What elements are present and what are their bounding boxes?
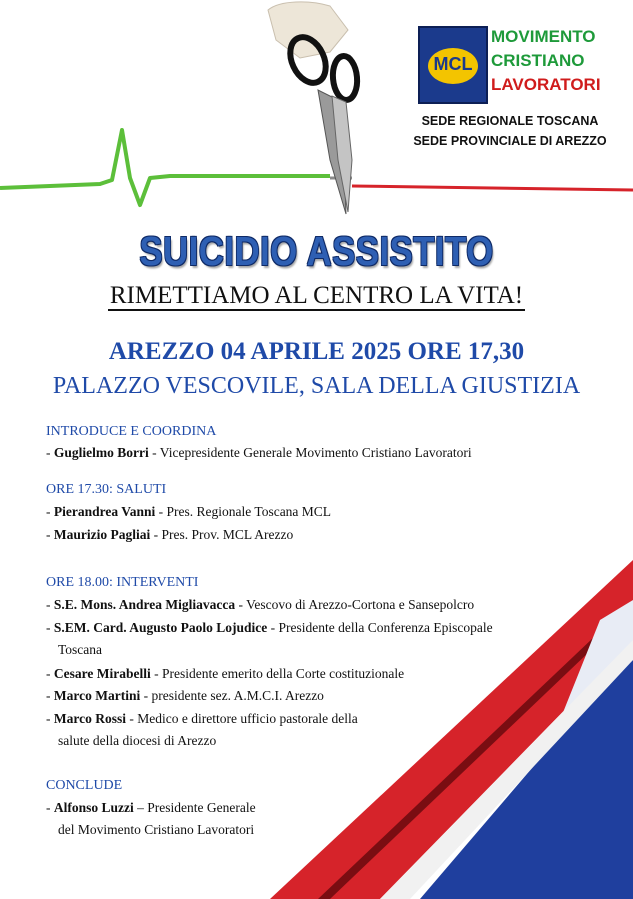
subtitle-text: RIMETTIAMO AL CENTRO LA VITA! <box>109 282 524 309</box>
speaker-role: Presidente emerito della Corte costituzionale <box>161 666 405 681</box>
speaker-role: presidente sez. A.M.C.I. Arezzo <box>151 688 324 703</box>
speaker-role: Pres. Prov. MCL Arezzo <box>161 527 294 542</box>
speaker-name: Alfonso Luzzi <box>53 800 134 815</box>
speaker-name: Marco Rossi <box>53 711 126 726</box>
subtitle <box>0 282 633 310</box>
speaker-row: - Guglielmo Borri - Vicepresidente Generale Movimento Cristiano Lavoratori <box>46 445 472 460</box>
logo-text-2: CRISTIANO <box>491 51 585 70</box>
speaker-name: Guglielmo Borri <box>53 445 149 460</box>
event-date: AREZZO 04 APRILE 2025 ORE 17,30 <box>108 338 525 365</box>
speaker-name: Pierandrea Vanni <box>53 504 156 519</box>
speaker-name: S.E. Mons. Andrea Migliavacca <box>53 597 236 612</box>
speaker-role: Presidente della Conferenza Episcopale <box>278 620 493 635</box>
mcl-logo-icon <box>418 26 488 104</box>
logo-text-3: LAVORATORI <box>491 75 601 94</box>
speaker-name: Maurizio Pagliai <box>53 527 151 542</box>
speaker-role: Medico e direttore ufficio pastorale della <box>137 711 358 726</box>
speaker-role: Vicepresidente Generale Movimento Cristiano Lavoratori <box>159 445 472 460</box>
speaker-row: - Marco Rossi - Medico e direttore ufficio pastorale della <box>46 711 358 726</box>
speaker-name: Cesare Mirabelli <box>53 666 151 681</box>
speaker-row: - S.E. Mons. Andrea Migliavacca - Vescovo di Arezzo-Cortona e Sansepolcro <box>46 597 475 612</box>
speaker-role-cont: del Movimento Cristiano Lavoratori <box>58 822 255 837</box>
speaker-role: Presidente Generale <box>147 800 256 815</box>
sede-regionale: SEDE REGIONALE TOSCANA <box>421 114 599 128</box>
speaker-name: S.EM. Card. Augusto Paolo Lojudice <box>53 620 268 635</box>
section-interventi-heading: ORE 18.00: INTERVENTI <box>46 575 199 590</box>
section-saluti-heading: ORE 17.30: SALUTI <box>46 482 167 497</box>
speaker-row: - Maurizio Pagliai - Pres. Prov. MCL Arezzo <box>46 527 294 542</box>
speaker-row: - Cesare Mirabelli - Presidente emerito della Corte costituzionale <box>46 666 405 681</box>
speaker-role-cont: salute della diocesi di Arezzo <box>58 733 217 748</box>
section-conclude-heading: CONCLUDE <box>46 778 123 793</box>
section-intro-heading: INTRODUCE E COORDINA <box>46 424 217 439</box>
speaker-row: - Marco Martini - presidente sez. A.M.C.I. Arezzo <box>46 688 324 703</box>
speaker-row: - S.EM. Card. Augusto Paolo Lojudice - Presidente della Conferenza Episcopale <box>46 620 493 635</box>
sede-provinciale: SEDE PROVINCIALE DI AREZZO <box>413 134 607 148</box>
event-place: PALAZZO VESCOVILE, SALA DELLA GIUSTIZIA <box>52 373 581 399</box>
speaker-role: Vescovo di Arezzo-Cortona e Sansepolcro <box>246 597 475 612</box>
speaker-row: - Alfonso Luzzi – Presidente Generale <box>46 800 256 815</box>
speaker-name: Marco Martini <box>53 688 141 703</box>
speaker-role-cont: Toscana <box>58 642 103 657</box>
logo-text-1: MOVIMENTO <box>491 27 596 46</box>
speaker-role: Pres. Regionale Toscana MCL <box>166 504 332 519</box>
logo-mark: MCL <box>433 54 473 74</box>
logo-wordmark <box>491 25 631 97</box>
main-title: SUICIDIO ASSISTITO <box>139 228 494 274</box>
speaker-row: - Pierandrea Vanni - Pres. Regionale Toscana MCL <box>46 504 332 519</box>
